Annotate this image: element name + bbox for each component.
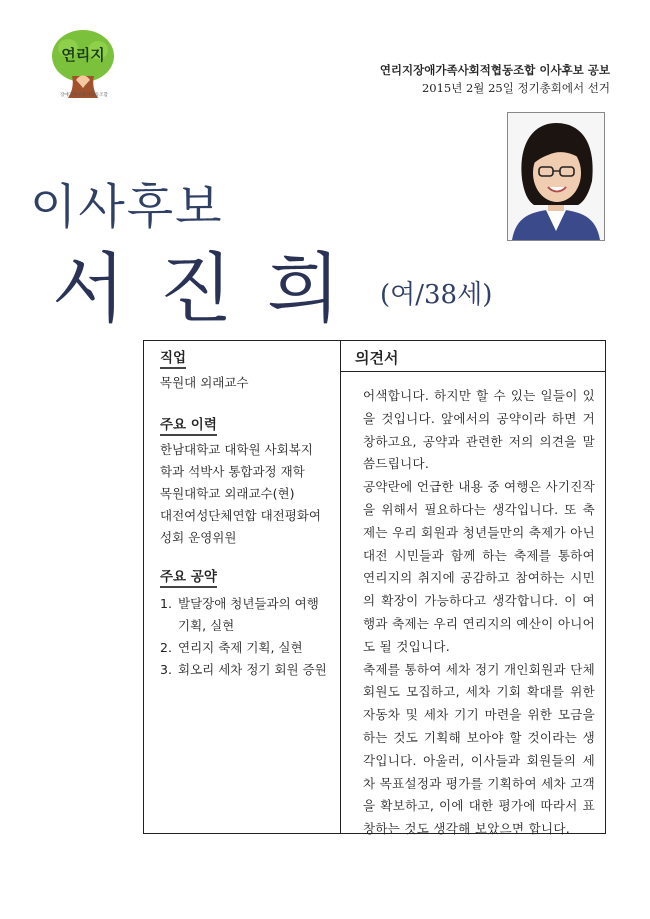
header-date: 2015년 2월 25일 정기총회에서 선거: [421, 81, 610, 95]
header-title: 연리지장애가족사회적협동조합 이사후보 공보: [379, 63, 610, 77]
opinion-paragraph: 축제를 통하여 세차 정기 개인회원과 단체회원도 모집하고, 세차 기회 확대를 위한 자동차 및 세차 기기 마련을 위한 모금을 하는 것도 기획해 보아야 할 것이라는 생각입니다. 아울러, 이사들과 회원들의 세차 목표설정과 평가를 기획하여 세차 고객을 확보하고, 이에 대한 평가에 따라서 표창하는 것도 생각해 보았으면 합니다.: [363, 661, 595, 837]
career-item: 대전여성단체연합 대전평화여: [160, 508, 321, 523]
svg-text:연리지: 연리지: [61, 46, 105, 64]
pledge-item: 1. 발달장애 청년들과의 여행 기획, 실현: [160, 596, 319, 633]
pledge-heading: 주요 공약: [160, 569, 217, 588]
pledge-item: 2. 연리지 축제 기획, 실현: [160, 640, 303, 655]
job-value: 목원대 외래교수: [160, 375, 249, 390]
opinion-divider: [341, 371, 605, 372]
career-item: 성회 운영위원: [160, 530, 237, 545]
career-heading: 주요 이력: [160, 417, 217, 436]
pledge-list: [160, 593, 332, 681]
candidate-photo: [507, 112, 605, 241]
pledge-item: 3. 회오리 세차 정기 회원 증원: [160, 662, 327, 677]
candidate-name: 서진희: [52, 244, 375, 333]
candidate-label: 이사후보: [30, 179, 224, 235]
candidate-info-table: [143, 340, 606, 837]
career-item: 학과 석박사 통합과정 재학: [160, 464, 305, 479]
career-item: 한남대학교 대학원 사회복지: [160, 442, 313, 457]
profile-column: [144, 341, 341, 833]
job-heading: 직업: [160, 350, 186, 369]
opinion-text: [363, 385, 595, 841]
opinion-paragraph: 공약란에 언급한 내용 중 여행은 사기진작을 위해서 필요하다는 생각입니다. 또 축제는 우리 회원과 청년들만의 축제가 아닌 대전 시민들과 함께 하는 축제를 통하여 연리지의 취지에 공감하고 참여하는 시민의 확장이 가능하다고 생각합니다. 이 여행과 축제는 우리 연리지의 예산이 아니어도 될 것입니다.: [363, 479, 595, 654]
candidate-gender-age: (여/38세): [380, 280, 493, 310]
career-item: 목원대학교 외래교수(현): [160, 486, 295, 501]
opinion-column: [341, 341, 605, 837]
opinion-paragraph: 어색합니다. 하지만 할 수 있는 일들이 있을 것입니다. 앞에서의 공약이라 하면 거창하고요, 공약과 관련한 저의 의견을 말씀드립니다.: [363, 388, 595, 472]
logo-subtext: 장애가족사회적협동조합: [60, 93, 108, 98]
opinion-heading: 의견서: [355, 349, 399, 367]
career-list: [160, 439, 321, 549]
